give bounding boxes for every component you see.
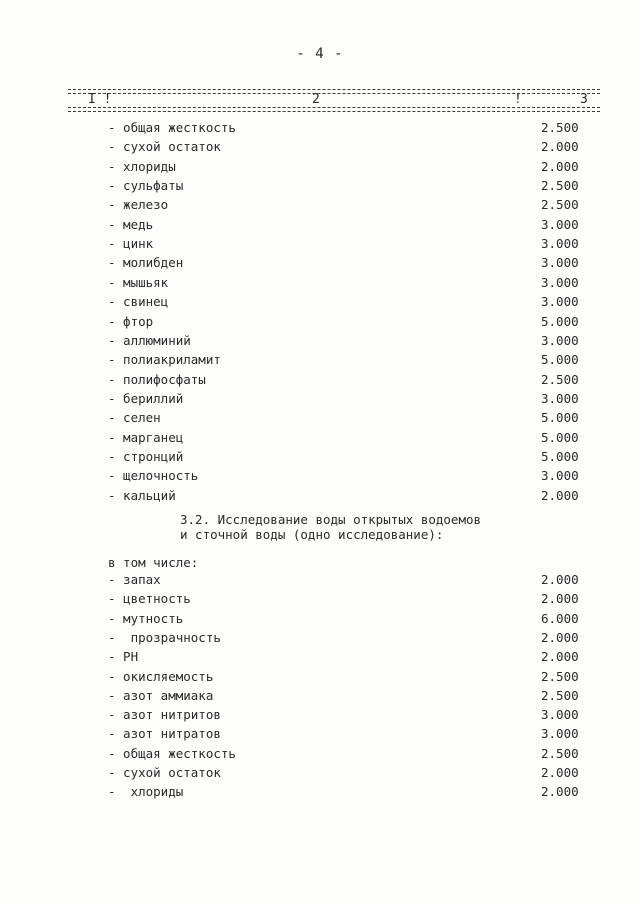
item-value: 2.000 <box>541 158 579 174</box>
list-item <box>0 570 640 589</box>
item-name: - общая жесткость <box>108 745 236 761</box>
list-item <box>0 118 640 137</box>
item-name: - селен <box>108 410 161 426</box>
item-name: - общая жесткость <box>108 120 236 135</box>
item-name: - молибден <box>108 255 184 271</box>
list-item <box>0 195 640 214</box>
item-value: 2.500 <box>541 687 579 703</box>
list-item <box>0 253 640 272</box>
page-number: - 4 - <box>296 46 344 62</box>
header-col-1: I ! <box>88 92 112 107</box>
list-item <box>0 370 640 389</box>
header-col-2: 2 <box>312 92 320 107</box>
item-name: - запах <box>108 572 161 587</box>
item-name: - мутность <box>108 610 184 626</box>
list-item <box>0 408 640 427</box>
list-item <box>0 628 640 647</box>
item-name: - азот нитритов <box>108 707 221 723</box>
item-value: 3.000 <box>541 468 579 484</box>
item-name: - полиакриламит <box>108 352 221 368</box>
list-item <box>0 705 640 724</box>
item-name: - марганец <box>108 429 184 445</box>
item-value: 3.000 <box>541 294 579 310</box>
item-name: - фтор <box>108 313 154 329</box>
list-item <box>0 744 640 763</box>
item-value: 2.000 <box>541 139 579 155</box>
item-name: - цинк <box>108 236 154 252</box>
item-value: 5.000 <box>541 410 579 426</box>
section-title-line-2: и сточной воды (одно исследование): <box>180 527 444 542</box>
item-value: 2.000 <box>541 487 579 503</box>
item-name: - азот нитратов <box>108 726 221 742</box>
item-value: 3.000 <box>541 274 579 290</box>
item-name: - сухой остаток <box>108 765 221 780</box>
item-value: 5.000 <box>541 352 579 368</box>
list-item <box>0 686 640 705</box>
item-value: 3.000 <box>541 255 579 271</box>
item-value: 3.000 <box>541 707 579 723</box>
list-item <box>0 466 640 485</box>
item-value: 5.000 <box>541 429 579 445</box>
list-item <box>0 273 640 292</box>
item-name: - сухой остаток <box>108 139 221 155</box>
item-value: 2.000 <box>541 765 579 780</box>
item-name: - мышьяк <box>108 274 169 290</box>
list-item <box>0 331 640 350</box>
list-item <box>0 176 640 195</box>
item-name: - азот аммиака <box>108 687 214 703</box>
table-rule <box>68 89 600 90</box>
item-value: 3.000 <box>541 236 579 252</box>
list-item <box>0 763 640 782</box>
intro-text: в том числе: <box>108 555 199 570</box>
item-name: - кальций <box>108 487 176 503</box>
item-name: - железо <box>108 197 169 213</box>
item-value: 2.500 <box>541 371 579 387</box>
list-item <box>0 782 640 801</box>
item-name: - окисляемость <box>108 668 214 684</box>
item-name: - прозрачность <box>108 629 221 645</box>
item-value: 2.500 <box>541 178 579 194</box>
item-value: 2.000 <box>541 629 579 645</box>
item-value: 2.500 <box>541 197 579 213</box>
item-value: 2.000 <box>541 591 579 607</box>
list-item <box>0 447 640 466</box>
item-value: 2.500 <box>541 668 579 684</box>
section-title-line-1: 3.2. Исследование воды открытых водоемов <box>180 512 482 527</box>
list-item <box>0 647 640 666</box>
item-name: - медь <box>108 216 154 232</box>
item-value: 3.000 <box>541 726 579 742</box>
list-item <box>0 137 640 156</box>
table-rule <box>68 107 600 108</box>
list-item <box>0 157 640 176</box>
list-item <box>0 350 640 369</box>
list-item <box>0 486 640 505</box>
item-value: 3.000 <box>541 390 579 406</box>
list-item <box>0 609 640 628</box>
item-value: 2.000 <box>541 572 579 587</box>
item-name: - щелочность <box>108 468 199 484</box>
item-value: 2.500 <box>541 745 579 761</box>
item-name: - сульфаты <box>108 178 184 194</box>
list-item <box>0 215 640 234</box>
item-name: - хлориды <box>108 784 184 800</box>
item-name: - PH <box>108 649 139 665</box>
list-item <box>0 667 640 686</box>
list-item <box>0 589 640 608</box>
item-value: 5.000 <box>541 448 579 464</box>
item-value: 3.000 <box>541 332 579 348</box>
item-name: - аллюминий <box>108 332 191 348</box>
item-name: - цветность <box>108 591 191 607</box>
table-rule <box>68 111 600 112</box>
item-name: - стронций <box>108 448 184 464</box>
list-item <box>0 389 640 408</box>
item-name: - бериллий <box>108 390 184 406</box>
item-value: 2.000 <box>541 649 579 665</box>
header-separator: ! <box>514 92 522 107</box>
item-name: - хлориды <box>108 158 176 174</box>
item-value: 5.000 <box>541 313 579 329</box>
item-value: 2.500 <box>541 120 579 135</box>
item-value: 6.000 <box>541 610 579 626</box>
item-value: 3.000 <box>541 216 579 232</box>
item-name: - свинец <box>108 294 169 310</box>
header-col-3: 3 <box>580 92 588 107</box>
list-item <box>0 428 640 447</box>
list-item <box>0 724 640 743</box>
item-name: - полифосфаты <box>108 371 206 387</box>
list-item <box>0 312 640 331</box>
list-item <box>0 292 640 311</box>
item-value: 2.000 <box>541 784 579 800</box>
list-item <box>0 234 640 253</box>
